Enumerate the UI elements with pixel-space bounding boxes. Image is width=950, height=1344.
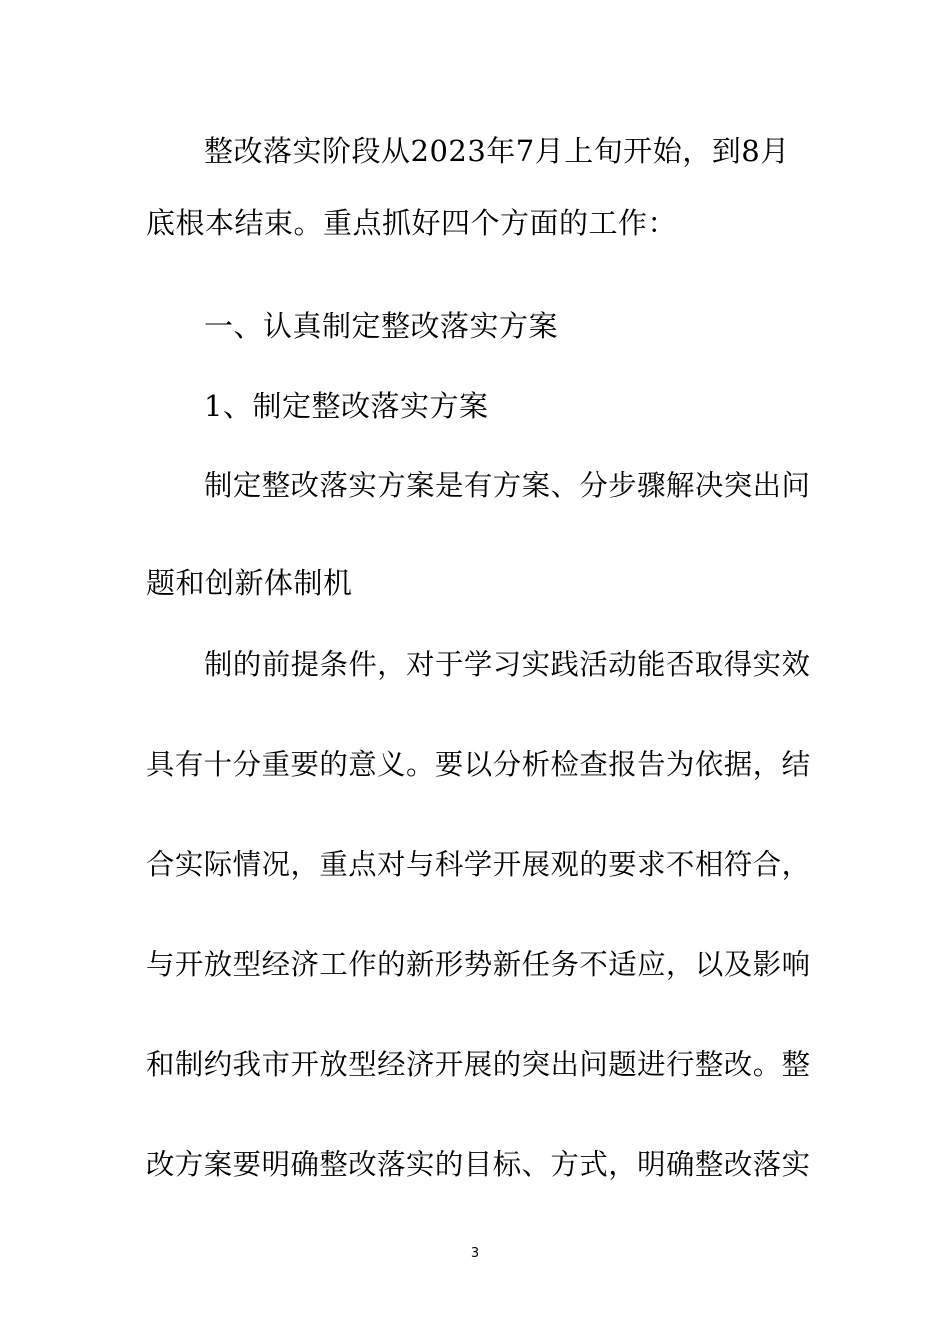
paragraph-line-9: 合实际情况，重点对与科学开展观的要求不相符合， [146,848,811,881]
paragraph-line-11: 和制约我市开放型经济开展的突出问题进行整改。整 [146,1048,811,1081]
paragraph-line-10: 与开放型经济工作的新形势新任务不适应，以及影响 [146,948,811,981]
paragraph-line-2: 底根本结束。重点抓好四个方面的工作： [146,206,678,240]
paragraph-line-6: 题和创新体制机 [146,566,353,600]
page-number: 3 [470,1246,480,1261]
paragraph-line-7: 制的前提条件，对于学习实践活动能否取得实效 [204,648,811,681]
paragraph-line-1: 整改落实阶段从2023年7月上旬开始，到8月 [204,134,790,168]
paragraph-line-12: 改方案要明确整改落实的目标、方式，明确整改落实 [146,1148,811,1181]
paragraph-line-5: 制定整改落实方案是有方案、分步骤解决突出问 [204,469,811,502]
paragraph-line-8: 具有十分重要的意义。要以分析检查报告为依据，结 [146,748,811,781]
subsection-heading: 1、制定整改落实方案 [204,389,489,423]
section-heading: 一、认真制定整改落实方案 [204,309,559,343]
